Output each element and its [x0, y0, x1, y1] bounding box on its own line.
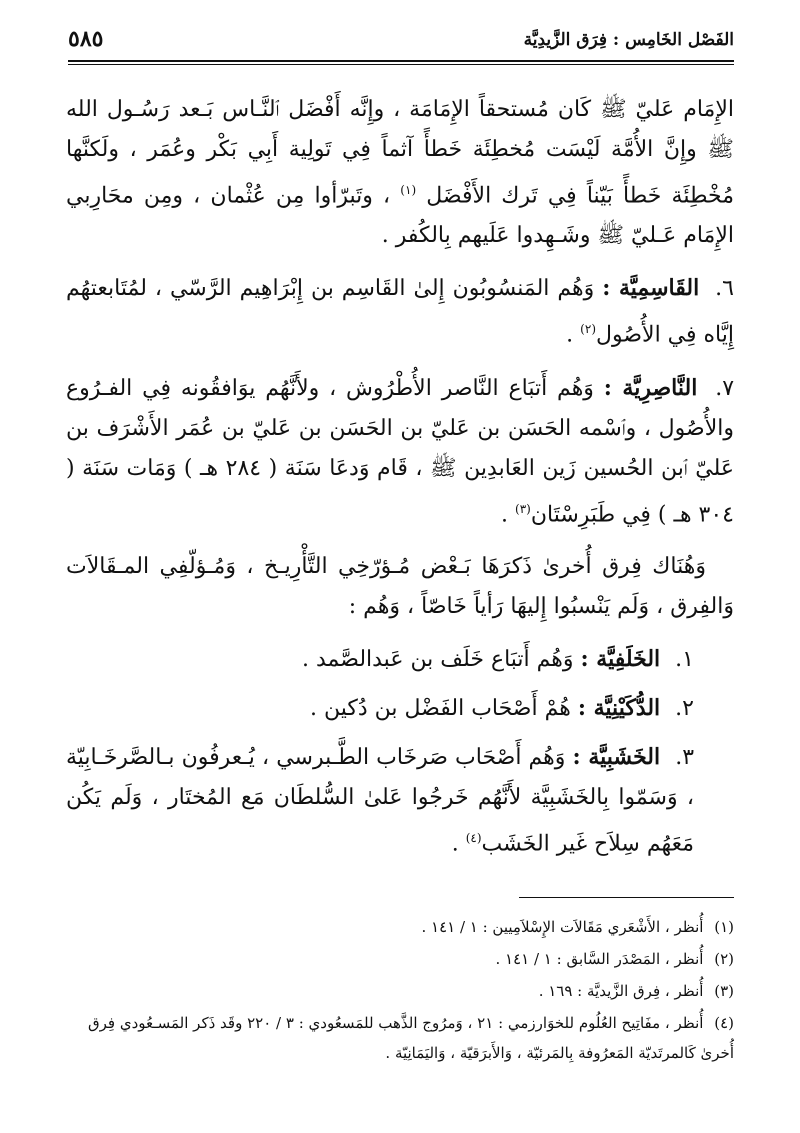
running-head — [68, 22, 734, 58]
sect-name: الدُّكَيْنِيَّة : — [577, 694, 661, 721]
footnote-separator — [519, 897, 734, 898]
footnote — [66, 944, 734, 974]
sect-name: الخَشَبِيَّة : — [572, 743, 661, 770]
sect-name: النَّاصِرِيَّة : — [603, 374, 698, 401]
footnote-ref-4: (٤) — [465, 830, 482, 845]
item-text: وَهُم أَتبَاع خَلَف بن عَبدالصَّمد . — [301, 646, 574, 672]
footnote-number: (٣) — [714, 982, 734, 1000]
header-rule-thin — [68, 64, 734, 65]
list-item — [66, 688, 734, 729]
paragraph-text: وَهُنَاك فِرق أُخرىٰ ذَكرَهَا بَـعْض مُـؤرّخِي التَّأْرِيـخ ، وَمُـؤلّفِي المـقَالاَت وَالفِرق ، وَلَم يَنْسبُوا إِليهَا رَأياً خَاصّاً ، وَهُم : — [66, 553, 734, 619]
list-item — [66, 737, 734, 864]
section-item-7 — [66, 368, 734, 535]
main-text — [66, 90, 734, 872]
sect-name: القَاسِمِيَّة : — [602, 275, 700, 302]
footnote-text: أُنظر ، المَصْدَر السَّابق : ١ / ١٤١ . — [495, 950, 704, 968]
item-text: وَهُم أَصْحَاب صَرخَاب الطَّـبرسي ، يُـعرفُون بـالصَّرخَـابِيّة ، وَسَمّوا بِالخَشَبِيَّة لأَنَّهُم خَرجُوا عَلىٰ السُّلطَان مَع المُختَار ، وَلَم يَكُن مَعَهُم سِلاَح غَير الخَشَب — [66, 744, 694, 857]
item-number: ٦. — [715, 276, 734, 302]
footnote-ref-3: (٣) — [515, 501, 531, 516]
sect-name: الخَلَفِيَّة : — [580, 645, 661, 672]
footnote — [66, 1008, 734, 1068]
footnote — [66, 976, 734, 1006]
footnotes — [66, 912, 734, 1070]
item-text: وَهُم المَنسُوبُون إِلىٰ القَاسِم بن إِبْرَاهِيم الرَّسّي ، لمُتَابعتهُم إِيَّاه فِي الأُصُول — [66, 276, 734, 348]
paragraph-opening — [66, 90, 734, 256]
list-item — [66, 639, 734, 680]
section-item-6 — [66, 268, 734, 355]
footnote-text: أُنظر ، فِرق الزَّيديَّة : ١٦٩ . — [538, 982, 704, 1000]
item-text: وَهُم أَتبَاع النَّاصر الأُطْرُوش ، ولأَنَّهُم يوَافقُونه فِي الفـرُوع والأُصُول ، وٱسْمه الحَسَن بن عَليّ بن الحَسَن بن عَليّ بن عُمَر الأَشْرَف بن عَليّ ٱبن الحُسين زَين العَابدِين ﷺ ، قَام وَدعَا سَنَة ( ٢٨٤ هـ ) وَمَات سَنَة ( ٣٠٤ هـ ) فِي طَبَرِسْتَان — [66, 375, 734, 527]
item-text: هُمْ أَصْحَاب الفَضْل بن دُكين . — [310, 695, 571, 721]
item-end: . — [566, 322, 574, 348]
item-end: . — [501, 501, 509, 527]
item-end: . — [451, 831, 459, 857]
footnote-number: (٤) — [714, 1014, 734, 1032]
paragraph-text-cont: ، وتَبرّأوا مِن عُثْمان ، ومِن محَارِبي الإِمَام عَـليّ ﷺ وشَـهِدوا عَلَيهم بِالكُفر . — [66, 183, 734, 249]
header-rule — [68, 60, 734, 62]
chapter-title: الفَصْل الخَامِس : فِرَق الزَّيدِيَّة — [523, 30, 734, 50]
paragraph-text: الإِمَام عَليّ ﷺ كَان مُستحقاً الإِمَامَة ، وإِنَّه أَفْضَل ٱلنَّـاس بَـعد رَسُـول الله ﷺ وإِنَّ الأُمَّة لَيْسَت مُخطِئَة خَطأً آثماً فِي تَولِية أَبِي بَكْر وعُمَر ، ولَكنَّها مُخْطِئَة خَطأً بَيّناً فِي تَرك الأَفْضَل — [66, 97, 734, 209]
footnote-ref-2: (٢) — [580, 322, 596, 337]
page-number: ٥٨٥ — [68, 26, 104, 52]
item-number: ٧. — [715, 375, 735, 401]
footnote-text: أُنظر ، الأَشْعَري مَقَالاَت الإِسْلاَمِيين : ١ / ١٤١ . — [421, 918, 704, 936]
item-number: ٣. — [675, 744, 695, 770]
item-number: ٢. — [675, 695, 694, 721]
footnote — [66, 912, 734, 942]
footnote-number: (٢) — [714, 950, 734, 968]
footnote-text: أُنظر ، مفَاتِيح العُلُوم للخوَارزمي : ٢١ ، وَمرُوج الذَّهب للمَسعُودي : ٣ / ٢٢٠ وقَد ذَكر المَسـعُودي فِرق أُخرىٰ كَالمرتَديّة المَعرُوفة بِالمَرئيّة ، وَالأَبرَقيّة ، وَاليَمَانِيّة . — [87, 1014, 734, 1062]
footnote-number: (١) — [714, 918, 734, 936]
item-number: ١. — [675, 646, 694, 672]
footnote-ref-1: (١) — [400, 183, 417, 197]
paragraph-other-sects — [66, 547, 734, 627]
